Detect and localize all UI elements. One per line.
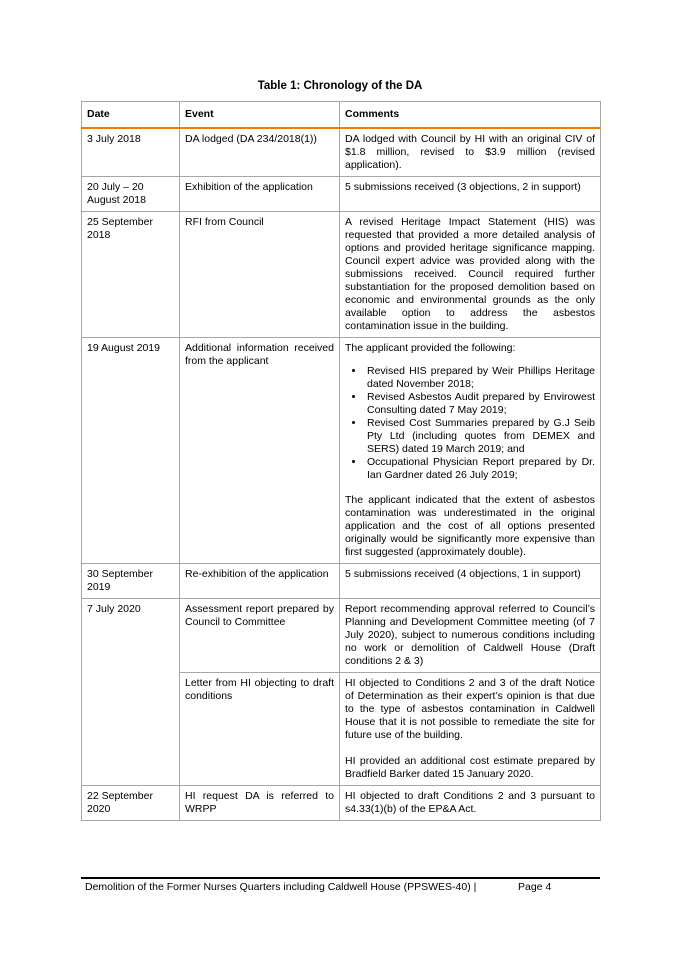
comment-outro: The applicant indicated that the extent of asbestos contamination was underestimated in the original application and the cost of all options presented originally would be significantly more expensive than first suggested (approximately double). [345,494,595,558]
row-date: 3 July 2018 [82,128,180,177]
row-date: 19 August 2019 [82,338,180,564]
chronology-table [81,101,601,821]
row-comment: Report recommending approval referred to Council’s Planning and Development Committee meeting (of 7 July 2020), subject to numerous conditions including no work or demolition of Caldwell House (Draft conditions 2 & 3) [340,599,601,673]
row-event: Assessment report prepared by Council to Committee [180,599,340,673]
row-date: 22 September 2020 [82,786,180,821]
row-comment: 5 submissions received (4 objections, 1 in support) [340,564,601,599]
row-comment: 5 submissions received (3 objections, 2 in support) [340,177,601,212]
table-row [82,212,601,338]
footer-divider [81,877,600,879]
column-header-date: Date [82,102,180,129]
table-title: Table 1: Chronology of the DA [257,80,423,92]
list-item: • Revised Asbestos Audit prepared by Envirowest Consulting dated 7 May 2019; [365,391,595,417]
row-event: HI request DA is referred to WRPP [180,786,340,821]
row-event: RFI from Council [180,212,340,338]
table-row [82,786,601,821]
footer-title: Demolition of the Former Nurses Quarters including Caldwell House (PPSWES-40) | [85,881,477,893]
row-comment: A revised Heritage Impact Statement (HIS) was requested that provided a more detailed analysis of options and provided heritage significance mapping. Council expert advice was provided along with the submissions received. Council required further substantiation for the proposed demolition based on economic and environmental grounds as the only available option to address the asbestos contamination issue in the building. [340,212,601,338]
list-item: • Revised HIS prepared by Weir Phillips Heritage dated November 2018; [365,365,595,391]
row-comment [340,673,601,786]
row-date: 25 September 2018 [82,212,180,338]
column-header-comments: Comments [340,102,601,129]
table-row [82,177,601,212]
table-header-row [82,102,601,129]
row-event: Exhibition of the application [180,177,340,212]
comment-intro: The applicant provided the following: [345,342,516,354]
table-row [82,128,601,177]
page-number: Page 4 [518,881,552,893]
row-date: 20 July – 20 August 2018 [82,177,180,212]
document-list [345,365,595,482]
row-event: DA lodged (DA 234/2018(1)) [180,128,340,177]
row-event: Letter from HI objecting to draft conditions [180,673,340,786]
row-comment [340,338,601,564]
row-comment: HI objected to draft Conditions 2 and 3 pursuant to s4.33(1)(b) of the EP&A Act. [340,786,601,821]
list-item: • Occupational Physician Report prepared by Dr. Ian Gardner dated 26 July 2019; [365,456,595,482]
table-row [82,564,601,599]
table-row [82,338,601,564]
comment-paragraph: HI provided an additional cost estimate prepared by Bradfield Barker dated 15 January 2020. [345,755,595,780]
column-header-event: Event [180,102,340,129]
row-event: Re-exhibition of the application [180,564,340,599]
row-comment: DA lodged with Council by HI with an original CIV of $1.8 million, revised to $3.9 million (revised application). [340,128,601,177]
row-event: Additional information received from the applicant [180,338,340,564]
row-date: 7 July 2020 [82,599,180,786]
list-item: • Revised Cost Summaries prepared by G.J Seib Pty Ltd (including quotes from DEMEX and SERS) dated 19 March 2019; and [365,417,595,456]
comment-paragraph: HI objected to Conditions 2 and 3 of the draft Notice of Determination as their expert’s opinion is that due to the type of asbestos contamination in Caldwell House that it is not possible to remediate the site for future use of the building. [345,677,595,741]
table-row [82,599,601,673]
row-date: 30 September 2019 [82,564,180,599]
